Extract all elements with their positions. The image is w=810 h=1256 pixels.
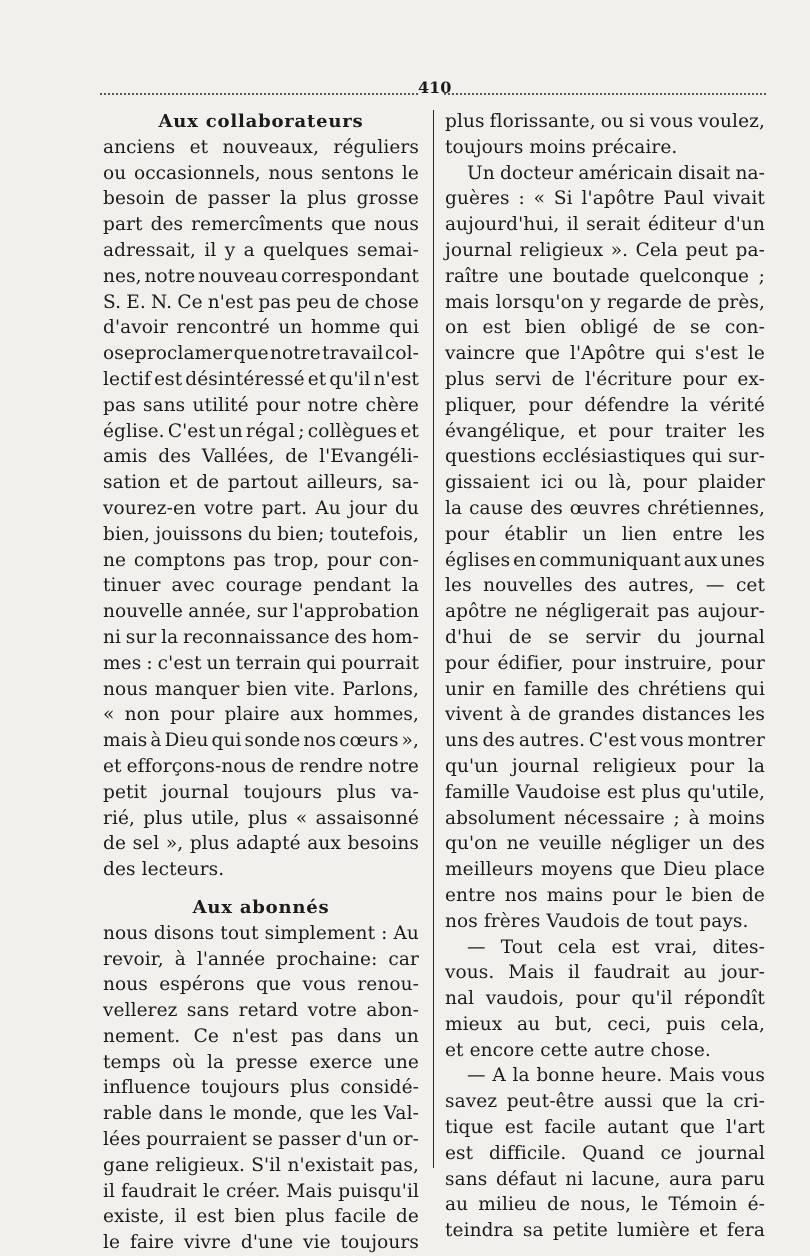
text-line: unir en famille des chrétiens qui [445,678,765,700]
text-line: nouvelle année, sur l'approbation [103,601,419,623]
text-line: toujours moins précaire. [445,136,678,158]
text-line: mais lorsqu'on y regarde de près, [445,291,765,313]
column-divider [433,110,434,1168]
text-line: vaincre que l'Apôtre qui s'est le [445,343,765,365]
text-line: oseproclamer que notre travail col- [103,343,419,365]
text-line: nos frères Vaudois de tout pays. [445,910,749,932]
text-line: vourez-en votre part. Au jour du [103,497,419,519]
text-line: part des remercîments que nous [103,214,419,236]
text-line: vous. Mais il faudrait au jour- [445,962,765,984]
text-line: influence toujours plus considé- [103,1077,419,1099]
text-line: d'avoir rencontré un homme qui [103,317,419,339]
text-line: vivent à de grandes distances les [445,704,765,726]
left-column [103,109,419,1256]
text-line: tinuer avec courage pendant la [103,575,419,597]
text-line: apôtre ne négligerait pas aujour- [445,601,765,623]
text-line: qu'un journal religieux pour la [445,755,765,777]
text-line: pliquer, pour défendre la vérité [445,394,765,416]
text-line: — Tout cela est vrai, dites- [467,936,765,958]
text-line: sation et de partout ailleurs, sa- [103,472,419,494]
text-line: et efforçons-nous de rendre notre [103,755,419,777]
text-line: plus servi de l'écriture pour ex- [445,368,765,390]
text-line: rié, plus utile, plus « assaisonné [103,807,419,829]
text-line: pour établir un lien entre les [445,523,765,545]
text-line: raître une boutade quelconque ; [445,265,765,287]
text-line: questions ecclésiastiques qui sur- [445,446,765,468]
text-line: teindra sa petite lumière et fera [445,1220,765,1242]
text-line: petit journal toujours plus va- [103,781,419,803]
text-line: de sel », plus adapté aux besoins [103,833,419,855]
text-line: et encore cette autre chose. [445,1039,711,1061]
text-line: famille Vaudoise est plus qu'utile, [445,781,765,803]
text-line: nes, notre nouveau correspondant [103,265,419,287]
section-gap [103,883,419,895]
text-line: journal religieux ». Cela peut pa- [445,239,765,261]
section-heading: Aux abonnés [192,896,330,918]
page-number: 410 [418,78,452,97]
text-line: existe, il est bien plus facile de [103,1206,419,1228]
text-line: tique est facile autant que l'art [445,1117,765,1139]
text-line: pas sans utilité pour notre chère [103,394,419,416]
text-line: nous espérons que vous renou- [103,974,419,996]
text-line: guères : « Si l'apôtre Paul vivait [445,188,765,210]
text-line: la cause des œuvres chrétiennes, [445,497,765,519]
text-line: mes : c'est un terrain qui pourrait [103,652,419,674]
text-line: uns des autres. C'est vous montrer [445,730,765,752]
text-line: le faire vivre d'une vie toujours [103,1232,419,1254]
right-column [445,109,765,1244]
text-line: bien, jouissons du bien; toutefois, [103,523,419,545]
text-line: les nouvelles des autres, — cet [445,575,765,597]
text-line: il faudrait le créer. Mais puisqu'il [103,1180,419,1202]
text-line: est difficile. Quand ce journal [445,1142,765,1164]
text-line: vellerez sans retard votre abon- [103,1000,419,1022]
text-line: entre nos mains pour le bien de [445,884,765,906]
text-line: mais à Dieu qui sonde nos cœurs », [103,730,419,752]
text-line: amis des Vallées, de l'Evangéli- [103,446,419,468]
section-heading: Aux collaborateurs [158,111,364,132]
text-line: « non pour plaire aux hommes, [103,704,419,726]
text-line: pour édifier, pour instruire, pour [445,652,765,674]
text-line: revoir, à l'année prochaine: car [103,948,419,970]
text-line: qu'on ne veuille négliger un des [445,833,765,855]
text-line: nal vaudois, pour qu'il répondît [445,988,765,1010]
text-line: ne comptons pas trop, pour con- [103,549,419,571]
text-line: — A la bonne heure. Mais vous [467,1065,765,1087]
text-line: d'hui de se servir du journal [445,626,765,648]
text-line: besoin de passer la plus grosse [103,188,419,210]
text-line: des lecteurs. [103,859,225,881]
text-line: Un docteur américain disait na- [467,162,765,184]
text-line: gane religieux. S'il n'existait pas, [103,1154,419,1176]
text-line: lectif est désintéressé et qu'il n'est [103,368,419,390]
text-line: on est bien obligé de se con- [445,317,765,339]
text-line: gissaient ici ou là, pour plaider [445,472,765,494]
text-line: ni sur la reconnaissance des hom- [103,626,419,648]
text-line: nous disons tout simplement : Au [103,922,419,944]
text-line: sans défaut ni lacune, aura paru [445,1168,765,1190]
text-line: S. E. N. Ce n'est pas peu de chose [103,291,419,313]
text-line: ou occasionnels, nous sentons le [103,162,419,184]
text-line: adressait, il y a quelques semai- [103,239,419,261]
text-line: lées pourraient se passer d'un or- [103,1129,419,1151]
text-line: savez peut-être aussi que la cri- [445,1091,765,1113]
text-line: nous manquer bien vite. Parlons, [103,678,419,700]
header-rule-left [100,93,418,95]
text-line: nement. Ce n'est pas dans un [103,1025,419,1047]
text-line: absolument nécessaire ; à moins [445,807,765,829]
text-line: au milieu de nous, le Témoin é- [445,1194,765,1216]
text-line: mieux au but, ceci, puis cela, [445,1013,765,1035]
text-line: aujourd'hui, il serait éditeur d'un [445,214,765,236]
text-line: plus florissante, ou si vous voulez, [445,111,765,132]
text-line: meilleurs moyens que Dieu place [445,859,765,881]
text-line: rable dans le monde, que les Val- [103,1103,419,1125]
header-rule-right [444,93,766,95]
text-line: anciens et nouveaux, réguliers [103,136,419,158]
text-line: église. C'est un régal ; collègues et [103,420,419,442]
text-line: temps où la presse exerce une [103,1051,419,1073]
text-line: évangélique, et pour traiter les [445,420,765,442]
text-line: églises en communiquant aux unes [445,549,765,571]
